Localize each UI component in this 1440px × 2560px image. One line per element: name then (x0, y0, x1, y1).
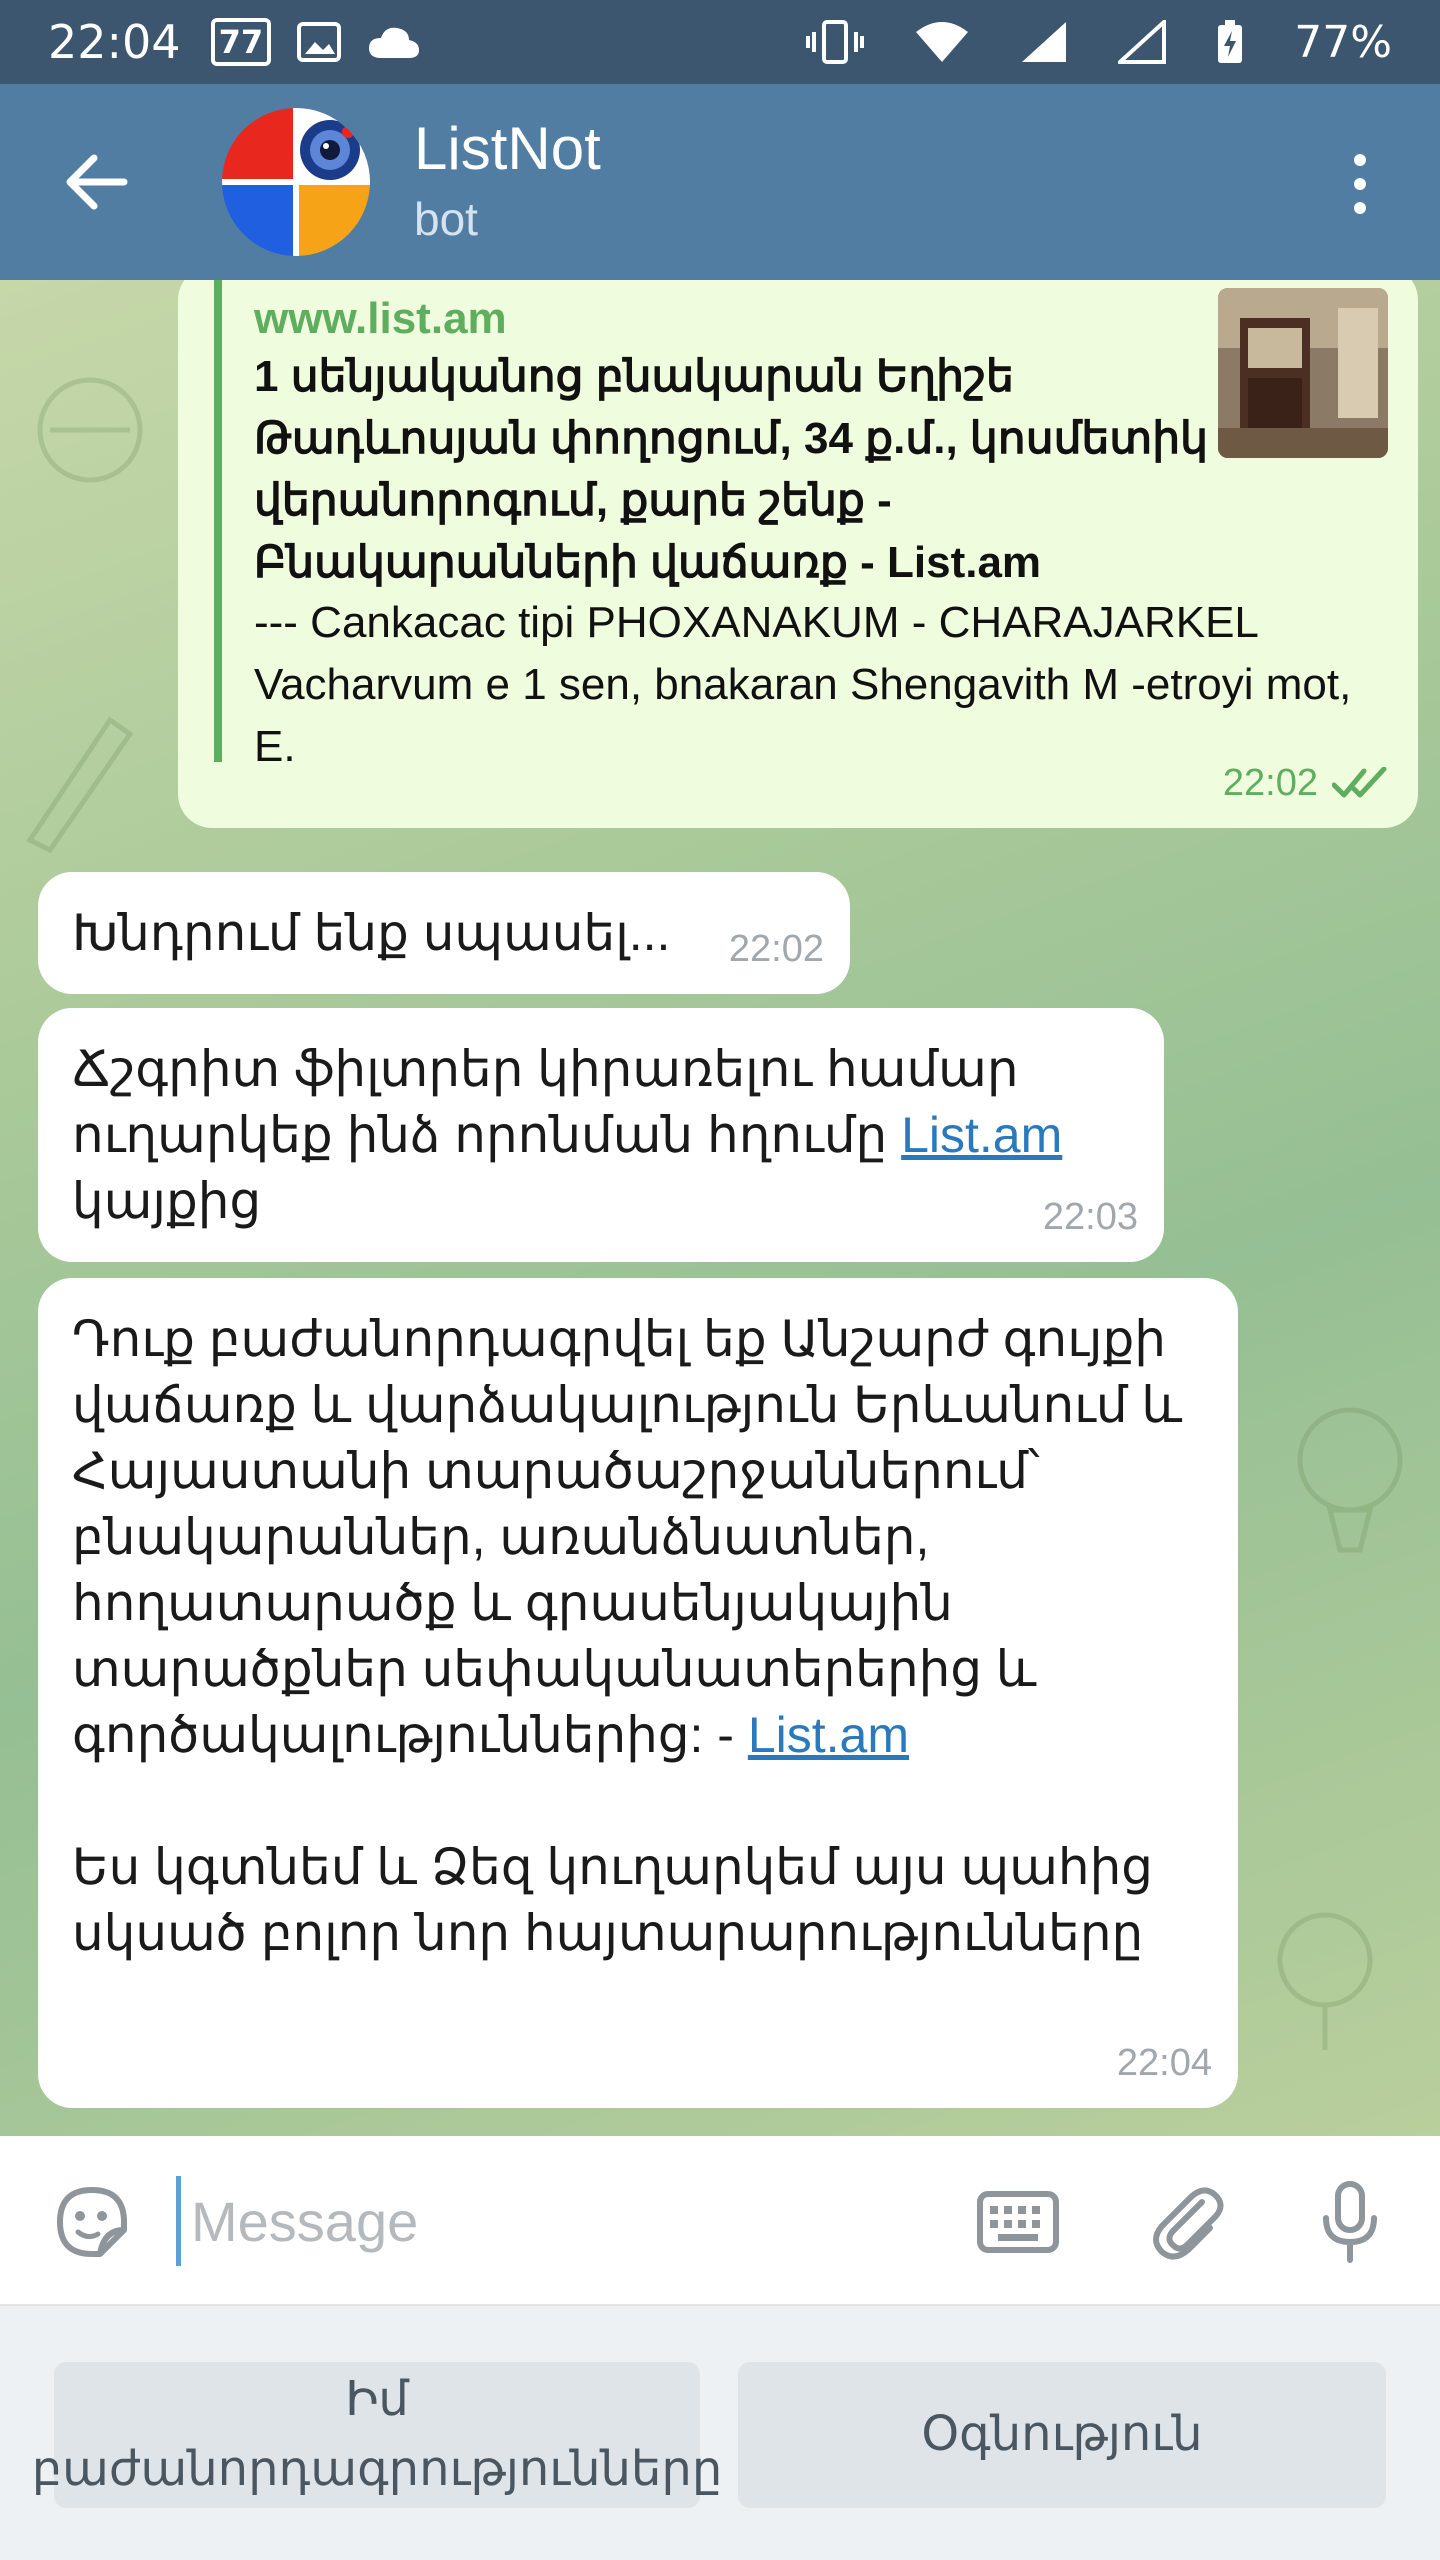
chat-subtitle: bot (414, 193, 478, 245)
message-text-end: կայքից (72, 1173, 262, 1229)
my-subscriptions-button[interactable]: Իմ բաժանորդագրությունները (54, 2362, 700, 2508)
notification-badge-icon: 77 (211, 18, 272, 66)
list-am-link[interactable]: List.am (901, 1107, 1063, 1163)
link-preview-thumbnail[interactable] (1218, 288, 1388, 458)
message-time: 22:04 (1116, 2042, 1212, 2084)
arrow-left-icon (64, 154, 128, 210)
message-text: Դուք բաժանորդագրվել եք Անշարժ գույքի վաճառք և վարձակալություն Երևանում և Հայաստանի տարածաշրջաններում՝ բնակարաններ, առանձնատներ, հողատարածք և գրասենյակային տարածքներ սեփականատերերից և գործակալություններից: - (72, 1311, 1183, 1763)
paperclip-icon (1148, 2182, 1228, 2262)
vibrate-icon (806, 20, 864, 64)
message-time: 22:03 (1042, 1196, 1138, 1238)
chat-title[interactable]: ListNot (414, 115, 601, 182)
message-text-end: Ես կգտնեմ և Ձեզ կուղարկեմ այս պահից սկսած բոլոր նոր հայտարարությունները (72, 1839, 1153, 1961)
chat-messages[interactable] (0, 280, 1440, 2136)
message-text: Խնդրում ենք սպասել... (72, 905, 671, 961)
more-options-button[interactable] (1330, 144, 1390, 224)
dot-icon (1354, 202, 1366, 214)
sticker-smile-icon (52, 2182, 132, 2262)
listnot-logo-icon (222, 108, 370, 256)
link-preview-site[interactable]: www.list.am (254, 294, 507, 343)
message-text: Ճշգրիտ ֆիլտրեր կիրառելու համար ուղարկեք ինձ որոնման հղումը (72, 1041, 1019, 1163)
link-preview-title[interactable]: 1 սենյականոց բնակարան Եղիշե Թադևոսյան փողոցում, 34 ք.մ., կոսմետիկ վերանորոգում, քարե շենք - Բնակարանների վաճառք - List.am (254, 352, 1208, 587)
keyboard-icon (976, 2190, 1060, 2254)
image-icon (297, 22, 341, 62)
double-check-icon (1332, 767, 1392, 799)
microphone-icon (1318, 2180, 1382, 2264)
message-input[interactable] (176, 2176, 936, 2266)
chat-header (0, 84, 1440, 280)
link-preview-description: --- Cankacac tipi PHOXANAKUM - CHARAJARKEL Vacharvum e 1 sen, bnakaran Shengavith M -etroyi mot, E. (254, 598, 1352, 771)
room-photo-icon (1218, 288, 1388, 458)
keyboard-toggle-button[interactable] (976, 2180, 1060, 2264)
voice-message-button[interactable] (1308, 2180, 1392, 2264)
battery-charging-icon (1216, 19, 1244, 65)
signal-icon (1020, 20, 1068, 64)
wifi-icon (914, 20, 970, 64)
incoming-message[interactable] (38, 872, 850, 994)
doodle-balloon-icon (1280, 1400, 1420, 1560)
signal-icon-2 (1118, 20, 1166, 64)
dot-icon (1354, 178, 1366, 190)
bot-avatar[interactable] (222, 108, 370, 256)
help-button[interactable]: Օգնություն (738, 2362, 1386, 2508)
dot-icon (1354, 154, 1366, 166)
incoming-message[interactable] (38, 1008, 1164, 1262)
status-time: 22:04 (48, 15, 181, 69)
bot-keyboard (0, 2306, 1440, 2560)
message-meta (1223, 750, 1392, 816)
list-am-link[interactable]: List.am (747, 1707, 910, 1763)
message-time: 22:02 (1222, 762, 1318, 804)
doodle-lollipop-icon (1250, 1900, 1400, 2050)
message-time: 22:02 (728, 928, 824, 970)
incoming-message[interactable] (38, 1278, 1238, 2108)
attach-button[interactable] (1146, 2180, 1230, 2264)
back-button[interactable] (58, 144, 134, 220)
sticker-button[interactable] (50, 2180, 134, 2264)
doodle-fruit-icon (20, 360, 160, 500)
battery-percent: 77% (1294, 16, 1392, 68)
message-composer (0, 2136, 1440, 2306)
status-bar (0, 0, 1440, 84)
doodle-pencil-icon (10, 700, 140, 860)
outgoing-message[interactable] (178, 280, 1418, 828)
cloud-icon (367, 24, 421, 60)
link-preview-bar (214, 280, 222, 762)
